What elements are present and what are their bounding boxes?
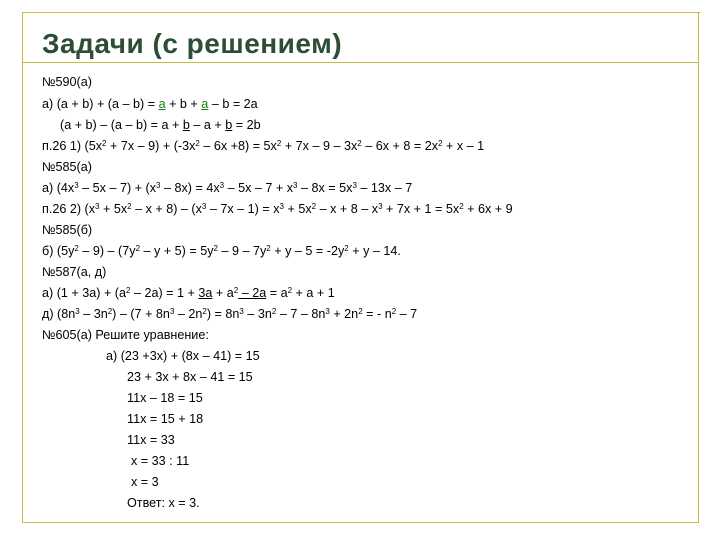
problem-585b-line: б) $(5y^2 - 9) - (7y^2 - y + 5) = 5y^2 - 9 - 7y^2 + y - 5 = -2y^2 + y - 14$. xyxy=(42,244,401,258)
problem-605-step-7: x = 3 xyxy=(131,475,159,489)
frame-right-border xyxy=(698,12,699,522)
problem-605-answer: Ответ: x = 3. xyxy=(127,496,200,510)
problem-587a-line: а) $(1 + 3a) + (a^2 - 2a) = 1 + 3a + a^2 - 2a = a^2 + a + 1$ xyxy=(42,286,335,300)
problem-585a-header: №585(а) xyxy=(42,160,92,174)
problem-605-header: №605(а) Решите уравнение: xyxy=(42,328,209,342)
frame-top-border xyxy=(22,12,700,13)
problem-590-header: №590(а) xyxy=(42,75,92,89)
problem-587d-line: д) $(8n^3 - 3n^2) - (7 + 8n^3 - 2n^2) = 8n^3 - 3n^2 - 7 - 8n^3 + 2n^2$ = - $n^2 - 7$ xyxy=(42,307,418,321)
page-title: Задачи (с решением) xyxy=(42,28,343,59)
problem-587-header: №587(а, д) xyxy=(42,265,107,279)
problem-605-step-3: 11x – 18 = 15 xyxy=(127,391,203,405)
problem-26-1-line: п.26 1) $(5x^2 + 7x - 9) + (-3x^2 - 6x +8) = 5x^2 + 7x - 9 - 3x^2 - 6x + 8 = 2x^2 + x - 1$ xyxy=(42,139,485,153)
problem-590-line-b: (a + b) – (a – b) = a + b – a + b = 2b xyxy=(60,118,261,132)
frame-left-border xyxy=(22,12,23,522)
problem-26-2-line: п.26 2) $(x^3 + 5x^2 - x + 8) - (x^3 - 7x - 1) = x^3 + 5x^2 - x + 8 - x^3 + 7x + 1 = 5x^2 + 6x + 9$ xyxy=(42,202,513,216)
problem-605-step-1: а) (23 +3x) + (8x – 41) = 15 xyxy=(106,349,260,363)
frame-bottom-border xyxy=(22,522,699,523)
problem-585b-header: №585(б) xyxy=(42,223,93,237)
problem-605-step-4: 11x = 15 + 18 xyxy=(127,412,204,426)
problem-605-step-5: 11x = 33 xyxy=(127,433,175,447)
problem-605-step-2: 23 + 3x + 8x – 41 = 15 xyxy=(127,370,253,384)
problem-590-line-a: а) (a + b) + (a – b) = a + b + a – b = 2a xyxy=(42,97,258,111)
title-divider xyxy=(22,62,699,63)
problem-605-step-6: x = 33 : 11 xyxy=(131,454,190,468)
problem-585a-line: а) $(4x^3 - 5x - 7) + (x^3 - 8x) = 4x^3 - 5x - 7 + x^3 - 8x = 5x^3 - 13x - 7$ xyxy=(42,181,413,195)
